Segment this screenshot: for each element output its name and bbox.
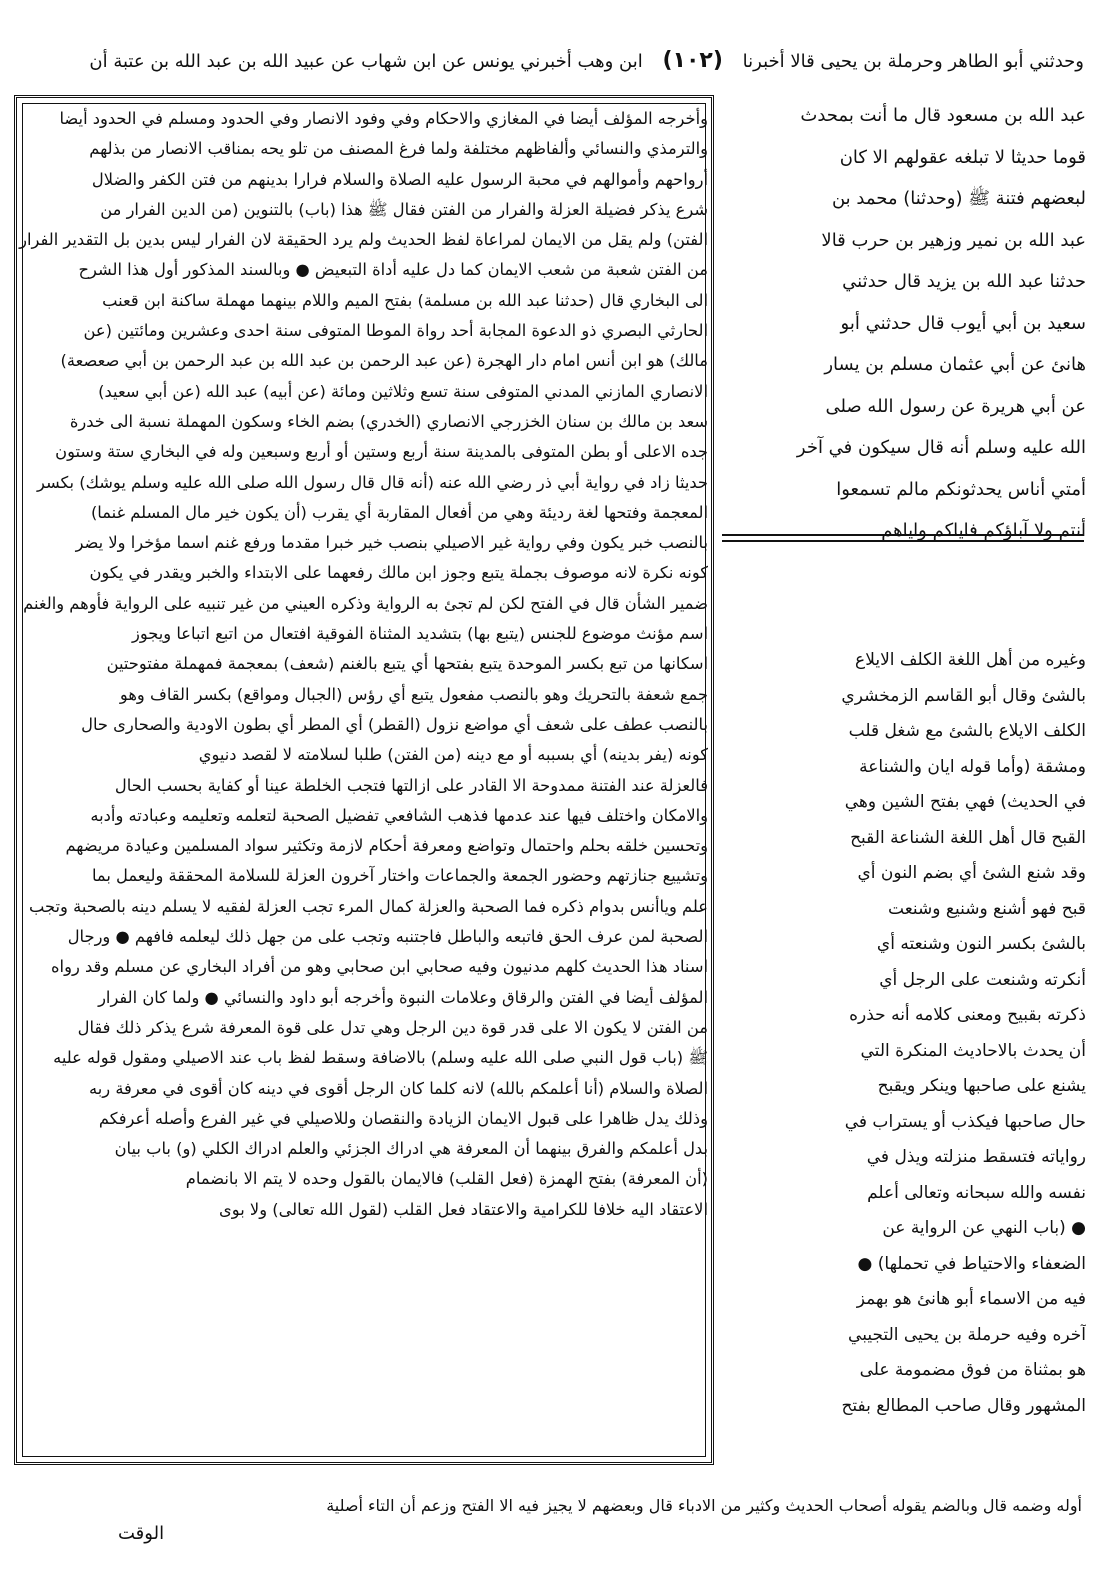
sharh-line: بالشئ وقال أبو القاسم الزمخشري xyxy=(841,685,1086,706)
hadith-line: عن أبي هريرة عن رسول الله صلى xyxy=(825,395,1086,417)
hadith-text-upper xyxy=(722,95,1086,552)
commentary-line xyxy=(18,1255,708,1285)
hadith-line: قوما حديثا لا تبلغه عقولهم الا كان xyxy=(839,146,1086,168)
commentary-text xyxy=(18,104,708,1437)
sharh-line: وقد شنع الشئ أي بضم النون أي xyxy=(857,863,1086,883)
commentary-line: الصحبة لمن عرف الحق فاتبعه والباطل فاجتنبه وتجب على من جهل ذلك ليعلمه فافهم ● ورجال xyxy=(67,927,708,947)
hadith-line: حدثنا عبد الله بن يزيد قال حدثني xyxy=(842,271,1086,292)
commentary-line: من الفتن شعبة من شعب الايمان كما دل عليه أداة التبعيض ● وبالسند المذكور أول هذا الشرح xyxy=(78,260,708,280)
commentary-line: الحارثي البصري ذو الدعوة المجابة أحد رواة الموطا المتوفى سنة احدى وعشرين ومائتين (عن xyxy=(83,321,708,341)
commentary-line: أرواحهم وأموالهم في محبة الرسول عليه الصلاة والسلام فرارا بدينهم من فتن الكفر والضلال xyxy=(91,169,708,189)
commentary-line: وذلك يدل ظاهرا على قبول الايمان الزيادة والنقصان وللاصيلي في غير الفرع وأصله أعرفكم xyxy=(98,1108,708,1128)
sharh-line: قبح فهو أشنع وشنيع وشنعت xyxy=(888,898,1086,919)
hadith-line: سعيد بن أبي أيوب قال حدثني أبو xyxy=(840,312,1086,334)
commentary-line: جده الاعلى أو بطن المتوفى بالمدينة سنة أربع وستين أو أربع وسبعين وله في البخاري ستة وستون xyxy=(55,442,708,462)
commentary-line: وتشييع جنازتهم وحضور الجمعة والجماعات واختار آخرون العزلة للسلامة المحققة وليعمل بما xyxy=(91,866,708,886)
header-text-right: وحدثني أبو الطاهر وحرملة بن يحيى قالا أخبرنا xyxy=(742,51,1084,72)
commentary-line: اسناد هذا الحديث كلهم مدنيون وفيه صحابي ابن صحابي وهو من أفراد البخاري عن مسلم وقد رواه xyxy=(51,957,708,977)
commentary-line xyxy=(18,1407,708,1437)
hadith-line: عبد الله بن نمير وزهير بن حرب قالا xyxy=(821,229,1086,251)
commentary-line: حديثا زاد في رواية أبي ذر رضي الله عنه (أنه قال قال رسول الله صلى الله عليه وسلم يوشك) بكسر xyxy=(37,472,708,492)
commentary-line: اسم مؤنث موضوع للجنس (يتبع بها) بتشديد المثناة الفوقية افتعال من اتبع اتباعا ويجوز xyxy=(131,624,708,644)
commentary-line: الصلاة والسلام (أنا أعلمكم بالله) لانه كلما كان الرجل أقوى في دينه كان أقوى في معرفة ربه xyxy=(89,1078,708,1098)
section-divider xyxy=(722,540,1084,542)
sharh-line: وغيره من أهل اللغة الكلف الايلاع xyxy=(855,650,1086,670)
sharh-line: بالشئ بكسر النون وشنعته أي xyxy=(876,934,1086,954)
sharh-line: فيه من الاسماء أبو هانئ هو بهمز xyxy=(856,1289,1086,1309)
sharh-line: في الحديث) فهي بفتح الشين وهي xyxy=(844,792,1086,812)
hadith-line: أنتم ولا آباؤكم فاياكم واياهم xyxy=(881,520,1086,541)
sharh-line: رواياته فتسقط منزلته ويذل في xyxy=(866,1147,1086,1167)
hadith-line: أمتي أناس يحدثونكم مالم تسمعوا xyxy=(836,478,1086,500)
sharh-line: المشهور وقال صاحب المطالع بفتح xyxy=(841,1395,1086,1416)
commentary-line: مالك) هو ابن أنس امام دار الهجرة (عن عبد الرحمن بن عبد الله بن عبد الرحمن بن أبي صعصعة) xyxy=(60,351,708,371)
page-header xyxy=(14,46,1084,77)
hadith-line: لبعضهم فتنة ﷺ (وحدثنا) محمد بن xyxy=(831,188,1086,209)
sharh-line: الكلف الايلاع بالشئ مع شغل قلب xyxy=(848,721,1086,741)
commentary-line: (أن المعرفة) بفتح الهمزة (فعل القلب) فالايمان بالقول وحده لا يتم الا بانضمام xyxy=(185,1169,708,1189)
commentary-line xyxy=(18,1225,708,1255)
commentary-line xyxy=(18,1376,708,1406)
commentary-line: اسكانها من تبع بكسر الموحدة يتبع بفتحها أي يتبع بالغنم (شعف) بمعجمة فمهملة مفتوحتين xyxy=(106,654,708,674)
commentary-line: بالنصب خبر يكون وفي رواية غير الاصيلي بنصب خير خبرا مقدما ورفع غنم اسما مؤخرا ولا يضر xyxy=(75,533,708,553)
page-number: (١٠٢) xyxy=(662,48,723,73)
sharh-line: ذكرته بقبيح ومعنى كلامه أنه حذره xyxy=(849,1005,1086,1025)
sharh-line: القبح قال أهل اللغة الشناعة القبح xyxy=(850,827,1086,848)
commentary-line: الفتن) ولم يقل من الايمان لمراعاة لفظ الحديث ولم يرد الحقيقة لان الفرار ليس بدين بل التقدير الفرار xyxy=(19,230,708,250)
sharh-line: أن يحدث بالاحاديث المنكرة التي xyxy=(860,1040,1086,1061)
commentary-line xyxy=(18,1286,708,1316)
header-text-left: ابن وهب أخبرني يونس عن ابن شهاب عن عبيد الله بن عبد الله بن عتبة أن xyxy=(89,51,643,72)
sharh-line: حال صاحبها فيكذب أو يستراب في xyxy=(844,1111,1086,1132)
commentary-line: علم وياأنس بدوام ذكره فما الصحبة والعزلة كمال المرء تجب العزلة لفقيه لا يسلم دينه بالصحبة وتجب xyxy=(29,896,708,916)
commentary-line xyxy=(18,1346,708,1376)
hadith-line: الله عليه وسلم أنه قال سيكون في آخر xyxy=(796,437,1086,458)
commentary-line: ﷺ (باب قول النبي صلى الله عليه وسلم) بالاضافة وسقط لفظ باب عند الاصيلي ومقول قوله عليه xyxy=(53,1048,708,1068)
commentary-line: شرع يذكر فضيلة العزلة والفرار من الفتن فقال ﷺ هذا (باب) بالتنوين (من الدين الفرار من xyxy=(100,199,708,219)
sharh-line: يشنع على صاحبها وينكر ويقبح xyxy=(877,1076,1086,1096)
sharh-line: آخره وفيه حرملة بن يحيى التجيبي xyxy=(848,1324,1086,1345)
commentary-line: والامكان واختلف فيها عند عدمها فذهب الشافعي تفضيل الصحبة لتعلمه وتعليمه وعبادته وأدبه xyxy=(90,805,708,825)
footer-text: أوله وضمه قال وبالضم يقوله أصحاب الحديث وكثير من الادباء قال وبعضهم لا يجيز فيه الا الفتح وزعم أن التاء أصلية xyxy=(326,1496,1082,1515)
section-divider xyxy=(722,534,1084,536)
commentary-line: وأخرجه المؤلف أيضا في المغازي والاحكام وفي وفود الانصار وفي الحدود ومسلم في الحدود أيضا xyxy=(59,109,708,128)
sharh-line: الضعفاء والاحتياط في تحملها) ● xyxy=(857,1253,1086,1274)
hadith-line: هانئ عن أبي عثمان مسلم بن يسار xyxy=(824,354,1086,375)
commentary-line: بالنصب عطف على شعف أي مواضع نزول (القطر) أي المطر أي بطون الاودية والصحارى حال xyxy=(81,714,708,734)
hadith-line: عبد الله بن مسعود قال ما أنت بمحدث xyxy=(800,105,1086,126)
commentary-line: كونه (يفر بدينه) أي بسببه أو مع دينه (من الفتن) طلبا لسلامته لا لقصد دنيوي xyxy=(198,745,708,765)
commentary-line xyxy=(18,1316,708,1346)
commentary-line: بدل أعلمكم والفرق بينهما أن المعرفة هي ادراك الجزئي والعلم ادراك الكلي (و) باب بيان xyxy=(114,1139,708,1159)
commentary-line: والترمذي والنسائي وألفاظهم مختلفة ولما فرغ المصنف من تلو يحه بمناقب الانصار من بذلهم xyxy=(89,139,708,159)
commentary-line: وتحسين خلقه بحلم واحتمال وتواضع ومعرفة أحكام لازمة وتكثير سواد المسلمين وعيادة مريضهم xyxy=(65,836,708,856)
commentary-line: المؤلف أيضا في الفتن والرقاق وعلامات النبوة وأخرجه أبو داود والنسائي ● ولما كان الفرار xyxy=(98,987,708,1007)
sharh-line: ● (باب النهي عن الرواية عن xyxy=(882,1218,1086,1238)
commentary-line: فالعزلة عند الفتنة ممدوحة الا القادر على ازالتها فتجب الخلطة عينا أو كفاية بحسب الحال xyxy=(114,775,708,795)
sharh-line: هو بمثناة من فوق مضمومة على xyxy=(859,1360,1086,1380)
commentary-line: الاعتقاد اليه خلافا للكرامية والاعتقاد فعل القلب (لقول الله تعالى) ولا بوى xyxy=(219,1199,708,1219)
commentary-line: الى البخاري قال (حدثنا عبد الله بن مسلمة) بفتح الميم واللام بينهما مهملة ساكنة ابن قعنب xyxy=(102,290,708,310)
commentary-line: جمع شعفة بالتحريك وهو بالنصب مفعول يتبع أي رؤس (الجبال ومواقع) بكسر القاف وهو xyxy=(119,684,708,704)
sharh-line: أنكرته وشنعت على الرجل أي xyxy=(879,969,1086,990)
commentary-line: الانصاري المازني المدني المتوفى سنة تسع وثلاثين ومائة (عن أبيه) عبد الله (عن أبي سعيد) xyxy=(98,381,708,401)
commentary-line: سعد بن مالك بن سنان الخزرجي الانصاري (الخدري) بضم الخاء وسكون المهملة نسبة الى خدرة xyxy=(69,411,708,431)
sharh-line: نفسه والله سبحانه وتعالى أعلم xyxy=(867,1182,1086,1203)
commentary-line: ضمير الشأن قال في الفتح لكن لم تجئ به الرواية وذكره العيني من غير تنبيه على الرواية فأوهم والغنم xyxy=(23,593,708,613)
sharh-nawawi-text xyxy=(722,643,1086,1424)
commentary-line: كونه نكرة لانه موصوف بجملة يتبع وجوز ابن مالك رفعهما على الابتداء والخبر ويقدر في يكون xyxy=(89,563,708,583)
catchword: الوقت xyxy=(118,1523,165,1544)
commentary-line: المعجمة وفتحها لغة رديئة وهي من أفعال المقاربة أي يقرب (أن يكون خير مال المسلم غنما) xyxy=(90,502,708,522)
sharh-line: ومشقة (وأما قوله ايان والشناعة xyxy=(859,756,1086,777)
commentary-line: من الفتن لا يكون الا على قدر قوة دين الرجل وهي تدل على قوة المعرفة شرع يذكر ذلك فقال xyxy=(77,1017,708,1037)
